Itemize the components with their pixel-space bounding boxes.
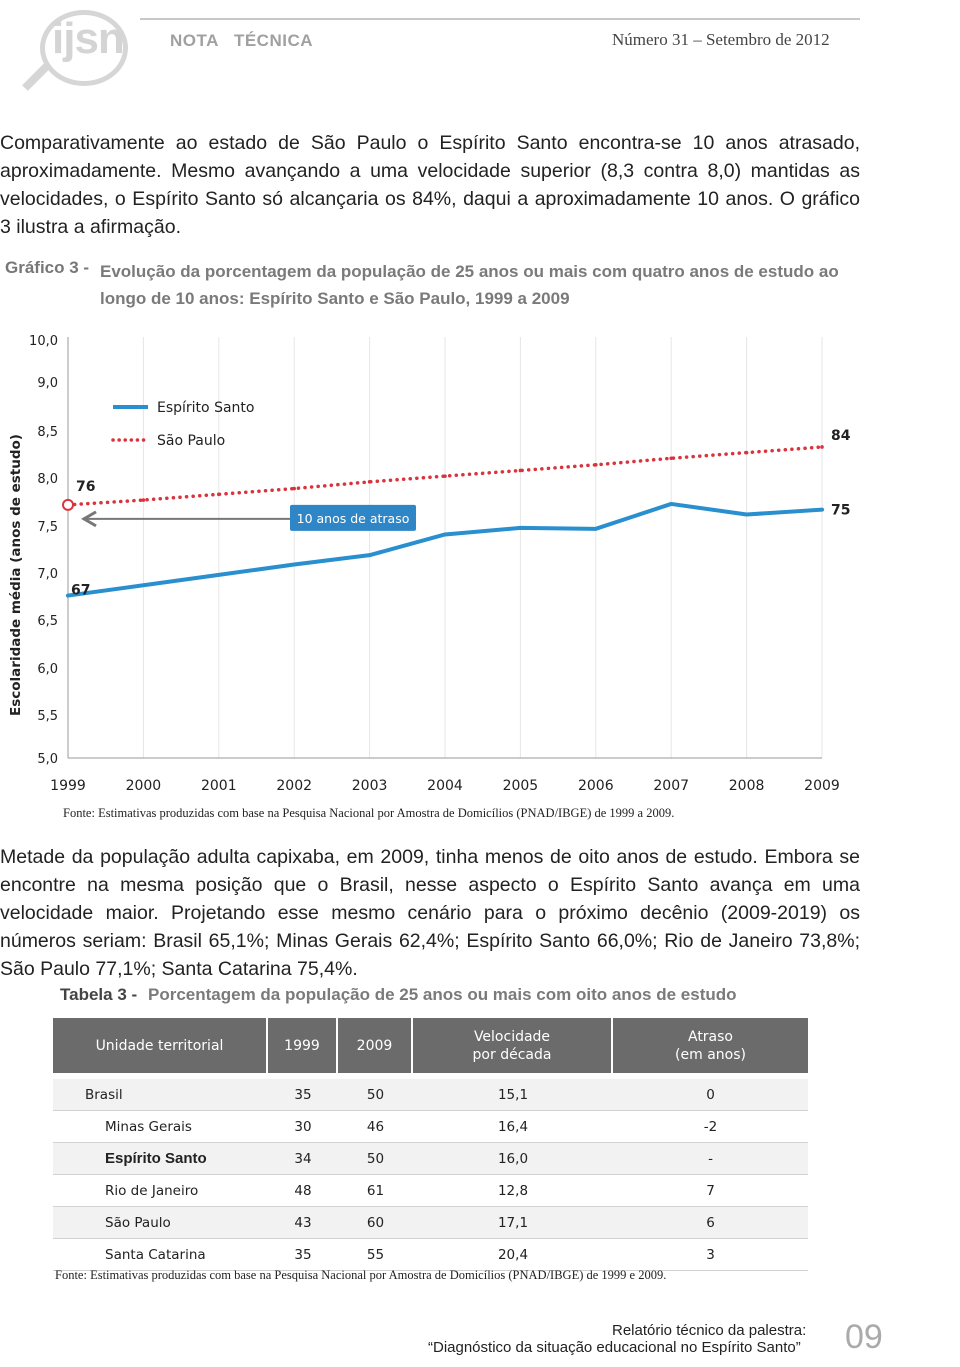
table-header-1999: 1999: [268, 1018, 338, 1073]
series-point: [669, 456, 673, 460]
table-source: Fonte: Estimativas produzidas com base na Pesquisa Nacional por Amostra de Domicílios (PNAD/IBGE) de 1999 e 2009.: [55, 1268, 667, 1282]
table-cell-velocidade: 17,1: [497, 1214, 529, 1231]
table-row: [53, 1079, 808, 1111]
annotation-es-end: 75: [831, 502, 851, 519]
table-cell-y2009: 50: [366, 1086, 385, 1103]
table-row: [53, 1207, 808, 1239]
table-cell-y1999: 48: [294, 1182, 312, 1199]
intro-paragraph: Comparativamente ao estado de São Paulo o Espírito Santo encontra-se 10 anos atrasado, aproximadamente. Mesmo avançando a uma velocidade superior (8,3 contra 8,0) mantidas as velocidades, o Espírito Santo só alcançaria os 84%, daqui a aproximadamente 10 anos. O gráfico 3 ilustra a afirmação.: [0, 132, 860, 238]
y-tick-label: 10,0: [29, 334, 58, 349]
header-title: NOTA TÉCNICA: [170, 31, 313, 50]
x-tick-label: 2001: [200, 778, 237, 794]
y-tick-label: 5,0: [37, 752, 58, 767]
chart-caption-label: Gráfico 3 -: [5, 258, 90, 277]
series-point: [292, 563, 296, 567]
x-tick-label: 2006: [577, 778, 614, 794]
series-point: [443, 474, 447, 478]
series-point: [142, 583, 146, 587]
table-cell-atraso: -: [708, 1150, 713, 1167]
legend-sp-label: São Paulo: [157, 433, 226, 449]
table-header-unidade: Unidade territorial: [53, 1018, 268, 1073]
table-cell-y1999: 43: [294, 1214, 312, 1231]
table-cell-unidade: Brasil: [85, 1086, 123, 1103]
series-point: [519, 526, 523, 530]
chart-labels: [8, 334, 851, 794]
series-point: [594, 463, 598, 467]
legend-es-label: Espírito Santo: [157, 400, 255, 416]
table-row: [53, 1111, 808, 1143]
chart-source: Fonte: Estimativas produzidas com base na Pesquisa Nacional por Amostra de Domicílios (PNAD/IBGE) de 1999 a 2009.: [63, 806, 675, 820]
annotation-sp-end: 84: [831, 427, 851, 444]
x-tick-label: 2007: [653, 778, 690, 794]
y-tick-label: 8,0: [37, 472, 58, 487]
table-cell-atraso: -2: [703, 1118, 718, 1135]
table-cell-velocidade: 12,8: [497, 1182, 529, 1199]
table-cell-unidade: São Paulo: [105, 1214, 171, 1231]
table-cell-y1999: 35: [294, 1246, 312, 1263]
series-point: [745, 513, 749, 517]
y-axis-label: Escolaridade média (anos de estudo): [8, 434, 24, 716]
table-row: [53, 1143, 808, 1175]
x-tick-label: 2000: [125, 778, 162, 794]
series-point: [368, 553, 372, 557]
table-caption-label: Tabela 3 -: [60, 985, 138, 1004]
table-caption-text: Porcentagem da população de 25 anos ou mais com oito anos de estudo: [148, 985, 737, 1004]
table-cell-y2009: 55: [366, 1246, 385, 1263]
header-issue: Número 31 – Setembro de 2012: [612, 30, 830, 49]
series-point: [217, 573, 221, 577]
x-tick-label: 2009: [804, 778, 840, 794]
table-cell-unidade: Rio de Janeiro: [105, 1182, 199, 1199]
y-tick-label: 7,5: [37, 520, 58, 535]
series-point: [669, 502, 673, 506]
footer-line2: “Diagnóstico da situação educacional no Espírito Santo”: [428, 1339, 801, 1356]
table-cell-unidade: Minas Gerais: [105, 1118, 192, 1135]
x-tick-label: 2003: [351, 778, 388, 794]
table-cell-velocidade: 15,1: [497, 1086, 529, 1103]
series-point: [217, 493, 221, 497]
logo: ijsn: [52, 14, 124, 63]
line-chart: [0, 325, 860, 805]
chart-series: [63, 445, 824, 597]
table-cell-y2009: 60: [366, 1214, 385, 1231]
table-header-row: [53, 1018, 808, 1073]
x-tick-label: 2008: [728, 778, 765, 794]
table-cell-y1999: 35: [294, 1086, 312, 1103]
data-table: [53, 1018, 808, 1271]
y-tick-label: 5,5: [37, 709, 58, 724]
series-point: [745, 451, 749, 455]
series-point: [368, 480, 372, 484]
table-header-velocidade: Velocidade por década: [413, 1018, 613, 1073]
table-cell-y2009: 61: [366, 1182, 385, 1199]
table-cell-y2009: 46: [366, 1118, 385, 1135]
table-cell-atraso: 0: [706, 1086, 715, 1103]
table-cell-unidade: Santa Catarina: [105, 1246, 206, 1263]
series-point: [443, 533, 447, 537]
table-row: [53, 1175, 808, 1207]
table-cell-unidade: Espírito Santo: [105, 1150, 207, 1167]
logo-handle: [22, 61, 52, 91]
y-tick-label: 6,0: [37, 662, 58, 677]
table-row: [53, 1239, 808, 1271]
table-header-2009: 2009: [338, 1018, 413, 1073]
y-tick-label: 6,5: [37, 614, 58, 629]
table-cell-atraso: 7: [706, 1182, 715, 1199]
table-cell-y2009: 50: [366, 1150, 385, 1167]
series-point: [66, 594, 70, 598]
table-header-atraso: Atraso (em anos): [675, 1028, 746, 1063]
table-cell-velocidade: 20,4: [497, 1246, 529, 1263]
sp-start-marker: [63, 500, 73, 510]
series-point: [142, 498, 146, 502]
table-cell-atraso: 3: [706, 1246, 715, 1263]
series-point: [820, 445, 824, 449]
y-tick-label: 8,5: [37, 425, 58, 440]
delay-callout-text: 10 anos de atraso: [296, 510, 410, 526]
series-point: [519, 469, 523, 473]
table-cell-y1999: 34: [294, 1150, 312, 1167]
table-cell-velocidade: 16,0: [497, 1150, 529, 1167]
table-cell-atraso: 6: [706, 1214, 715, 1231]
series-point: [292, 487, 296, 491]
chart-caption-text: Evolução da porcentagem da população de 25 anos ou mais com quatro anos de estudo ao longo de 10 anos: Espírito Santo e São Paulo, 1999 a 2009: [100, 262, 839, 308]
x-tick-label: 1999: [50, 778, 86, 794]
annotation-sp-start: 76: [76, 478, 96, 495]
y-tick-label: 9,0: [37, 376, 58, 391]
series-point: [594, 527, 598, 531]
table-body: [53, 1079, 808, 1271]
y-tick-label: 7,0: [37, 567, 58, 582]
footer-line1: Relatório técnico da palestra:: [612, 1322, 807, 1339]
series-point: [820, 508, 824, 512]
second-paragraph: Metade da população adulta capixaba, em 2009, tinha menos de oito anos de estudo. Embora se encontre na mesma posição que o Brasil, nesse aspecto o Espírito Santo avança em uma velocidade maior. Projetando esse mesmo cenário para o próximo decênio (2009-2019) os números seriam: Brasil 65,1%; Minas Gerais 62,4%; Espírito Santo 66,0%; Rio de Janeiro 73,8%; São Paulo 77,1%; Santa Catarina 75,4%.: [0, 846, 860, 980]
x-tick-label: 2002: [276, 778, 313, 794]
annotation-es-start: 67: [71, 582, 91, 599]
page-number: 09: [845, 1318, 883, 1356]
header-rule: [140, 18, 860, 20]
x-tick-label: 2004: [427, 778, 463, 794]
table-cell-velocidade: 16,4: [497, 1118, 529, 1135]
x-tick-label: 2005: [502, 778, 539, 794]
table-cell-y1999: 30: [294, 1118, 312, 1135]
